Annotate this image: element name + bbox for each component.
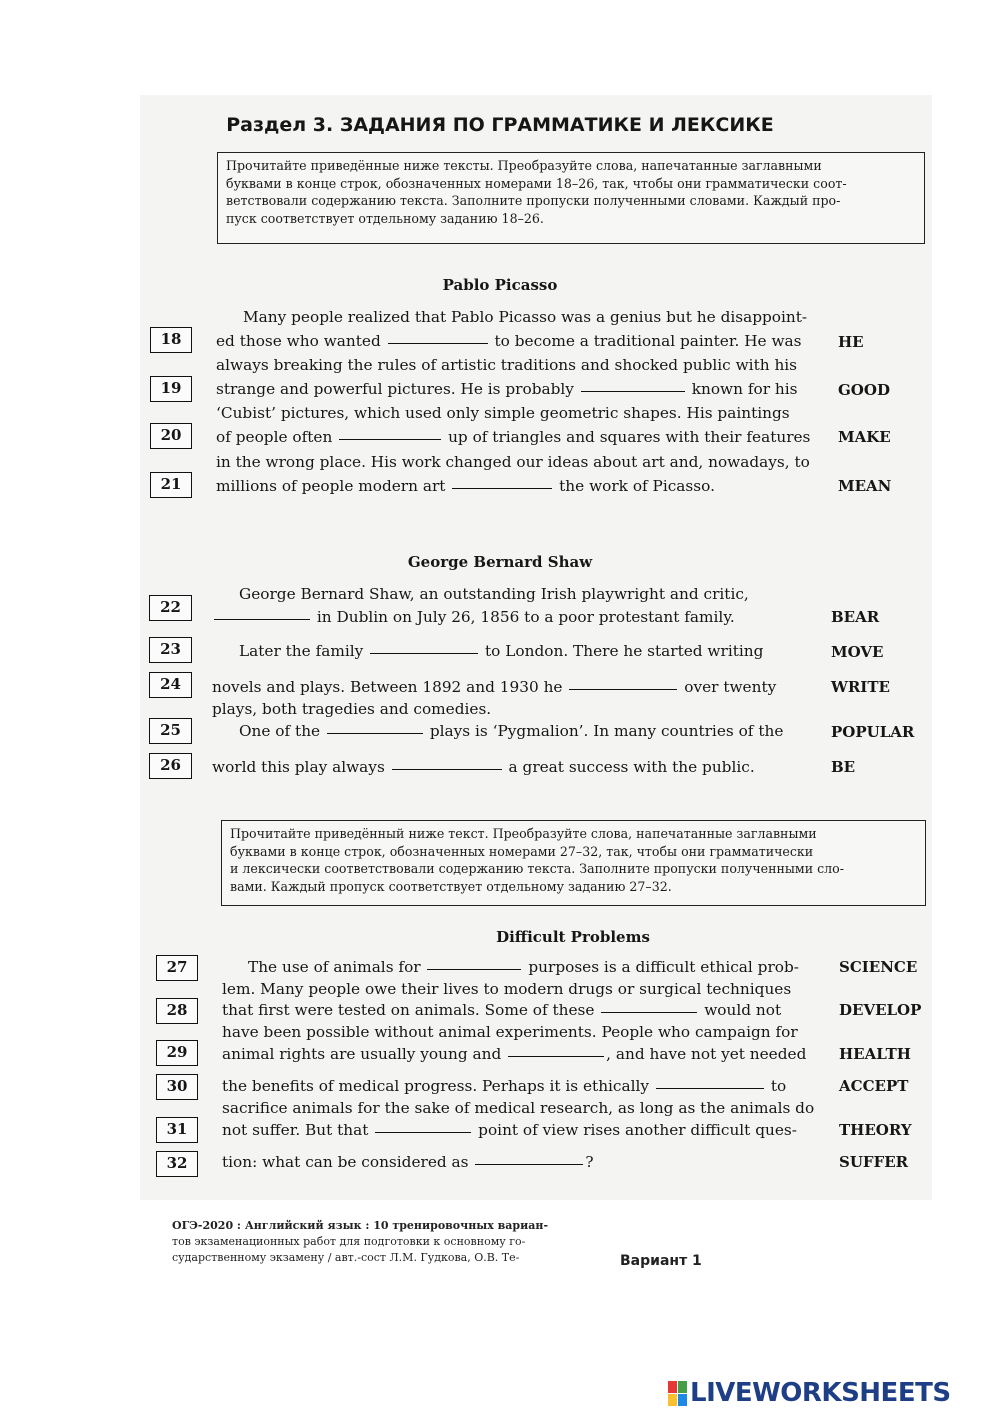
text-line (212, 758, 755, 776)
instruction-line: Прочитайте приведённый ниже текст. Преобразуйте слова, напечатанные заглавными (230, 826, 817, 841)
text-fragment: Later the family (239, 642, 364, 660)
answer-gap-31[interactable] (375, 1131, 471, 1133)
text-line (216, 428, 810, 446)
text-title-shaw: George Bernard Shaw (407, 553, 593, 571)
text-line: lem. Many people owe their lives to modern drugs or surgical techniques (222, 980, 792, 998)
text-line (222, 1077, 786, 1095)
text-line (248, 958, 799, 976)
text-line: always breaking the rules of artistic traditions and shocked public with his (216, 356, 798, 374)
answer-gap-27[interactable] (427, 968, 521, 970)
answer-gap-30[interactable] (656, 1087, 764, 1089)
text-line (216, 332, 802, 350)
keyword-28: DEVELOP (839, 1001, 922, 1019)
keyword-20: MAKE (838, 428, 891, 446)
task-number-31: 31 (156, 1117, 198, 1143)
text-line: in the wrong place. His work changed our ideas about art and, nowadays, to (216, 453, 810, 471)
text-line (222, 1045, 806, 1063)
text-fragment: in Dublin on July 26, 1856 to a poor protestant family. (316, 608, 735, 626)
text-fragment: strange and powerful pictures. He is probably (216, 380, 574, 398)
liveworksheets-logo[interactable]: LIVEWORKSHEETS (690, 1378, 951, 1408)
instructions-box-2 (221, 820, 926, 906)
text-line: sacrifice animals for the sake of medical research, as long as the animals do (222, 1099, 815, 1117)
text-fragment: to (770, 1077, 787, 1095)
liveworksheets-logo-icon (668, 1381, 687, 1406)
text-line (216, 477, 715, 495)
keyword-21: MEAN (838, 477, 892, 495)
text-fragment: that first were tested on animals. Some of these (222, 1001, 595, 1019)
variant-label: Вариант 1 (620, 1253, 702, 1269)
text-fragment: , and have not yet needed (606, 1045, 807, 1063)
text-line: plays, both tragedies and comedies. (212, 700, 492, 718)
text-line (212, 678, 776, 696)
answer-gap-18[interactable] (388, 342, 488, 344)
text-fragment: not suffer. But that (222, 1121, 369, 1139)
task-number-28: 28 (156, 998, 198, 1024)
keyword-24: WRITE (831, 678, 890, 696)
text-fragment: ed those who wanted (216, 332, 381, 350)
text-fragment: the work of Picasso. (559, 477, 715, 495)
answer-gap-28[interactable] (601, 1011, 697, 1013)
text-fragment: the benefits of medical progress. Perhaps it is ethically (222, 1077, 650, 1095)
task-number-22: 22 (149, 595, 192, 621)
task-number-24: 24 (149, 672, 192, 698)
text-fragment: known for his (691, 380, 798, 398)
text-line (212, 608, 735, 626)
citation-line (172, 1218, 548, 1234)
answer-gap-23[interactable] (370, 652, 478, 654)
instruction-line: буквами в конце строк, обозначенных номерами 27–32, так, чтобы они грамматически (230, 843, 814, 859)
citation-line: сударственному экзамену / авт.-сост Л.М. Гудкова, О.В. Те- (172, 1251, 520, 1264)
keyword-26: BE (831, 758, 856, 776)
text-fragment: The use of animals for (248, 958, 421, 976)
text-line: have been possible without animal experiments. People who campaign for (222, 1023, 798, 1041)
task-number-32: 32 (156, 1151, 198, 1177)
text-line (222, 1001, 781, 1019)
section-title: Раздел 3. ЗАДАНИЯ ПО ГРАММАТИКЕ И ЛЕКСИКЕ (226, 114, 774, 136)
text-fragment: tion: what can be considered as (222, 1153, 469, 1171)
text-line: George Bernard Shaw, an outstanding Irish playwright and critic, (239, 585, 749, 603)
text-fragment: purposes is a difficult ethical prob- (528, 958, 799, 976)
task-number-20: 20 (150, 423, 192, 449)
answer-gap-21[interactable] (452, 487, 552, 489)
text-title-picasso: Pablo Picasso (442, 276, 558, 294)
task-number-19: 19 (150, 376, 192, 402)
text-fragment: plays is ‘Pygmalion’. In many countries of the (429, 722, 784, 740)
keyword-31: THEORY (839, 1121, 912, 1139)
text-line (216, 380, 797, 398)
task-number-25: 25 (149, 718, 192, 744)
text-line: Many people realized that Pablo Picasso was a genius but he disappoint- (243, 308, 808, 326)
instruction-line: буквами в конце строк, обозначенных номерами 18–26, так, чтобы они грамматически соот- (226, 175, 847, 191)
text-line (239, 642, 763, 660)
task-number-23: 23 (149, 637, 192, 663)
keyword-19: GOOD (838, 381, 890, 399)
text-fragment: of people often (216, 428, 333, 446)
task-number-18: 18 (150, 327, 192, 353)
answer-gap-29[interactable] (508, 1055, 604, 1057)
task-number-30: 30 (156, 1074, 198, 1100)
answer-gap-24[interactable] (569, 688, 677, 690)
instruction-line: вами. Каждый пропуск соответствует отдельному заданию 27–32. (230, 878, 672, 894)
answer-gap-22[interactable] (214, 618, 310, 620)
text-fragment: ? (585, 1153, 594, 1171)
text-fragment: to become a traditional painter. He was (494, 332, 802, 350)
text-fragment: world this play always (212, 758, 385, 776)
keyword-32: SUFFER (839, 1153, 909, 1171)
text-fragment: novels and plays. Between 1892 and 1930 he (212, 678, 563, 696)
answer-gap-32[interactable] (475, 1163, 583, 1165)
text-line (239, 722, 783, 740)
text-fragment: up of triangles and squares with their features (448, 428, 811, 446)
text-fragment: millions of people modern art (216, 477, 446, 495)
answer-gap-25[interactable] (327, 732, 423, 734)
text-fragment: would not (704, 1001, 782, 1019)
answer-gap-19[interactable] (581, 390, 685, 392)
text-fragment: point of view rises another difficult ques- (478, 1121, 797, 1139)
task-number-29: 29 (156, 1040, 198, 1066)
instruction-line: ветствовали содержанию текста. Заполните пропуски полученными словами. Каждый про- (226, 193, 841, 209)
instruction-line: пуск соответствует отдельному заданию 18–26. (226, 210, 544, 226)
keyword-22: BEAR (831, 608, 880, 626)
text-title-difficult-problems: Difficult Problems (496, 928, 650, 946)
keyword-30: ACCEPT (839, 1077, 909, 1095)
keyword-25: POPULAR (831, 723, 915, 741)
task-number-27: 27 (156, 955, 198, 981)
keyword-23: MOVE (831, 643, 884, 661)
citation-line: тов экзаменационных работ для подготовки к основному го- (172, 1235, 526, 1248)
task-number-21: 21 (150, 472, 192, 498)
answer-gap-20[interactable] (339, 438, 441, 440)
text-fragment: animal rights are usually young and (222, 1045, 502, 1063)
answer-gap-26[interactable] (392, 768, 502, 770)
text-fragment: over twenty (684, 678, 777, 696)
citation-line-text: ОГЭ-2020 : Английский язык : 10 тренировочных вариан- (172, 1219, 549, 1232)
text-line (222, 1153, 594, 1171)
text-fragment: to London. There he started writing (485, 642, 764, 660)
text-line: ‘Cubist’ pictures, which used only simple geometric shapes. His paintings (216, 404, 790, 422)
instruction-line: и лексически соответствовали содержанию текста. Заполните пропуски полученными сло- (230, 861, 844, 877)
keyword-29: HEALTH (839, 1045, 911, 1063)
task-number-26: 26 (149, 753, 192, 779)
instruction-line: Прочитайте приведённые ниже тексты. Преобразуйте слова, напечатанные заглавными (226, 158, 822, 173)
keyword-27: SCIENCE (839, 958, 918, 976)
instructions-box-1 (217, 152, 925, 244)
source-citation (172, 1218, 548, 1266)
text-fragment: a great success with the public. (508, 758, 755, 776)
text-fragment: One of the (239, 722, 321, 740)
keyword-18: HE (838, 333, 864, 351)
text-line (222, 1121, 797, 1139)
